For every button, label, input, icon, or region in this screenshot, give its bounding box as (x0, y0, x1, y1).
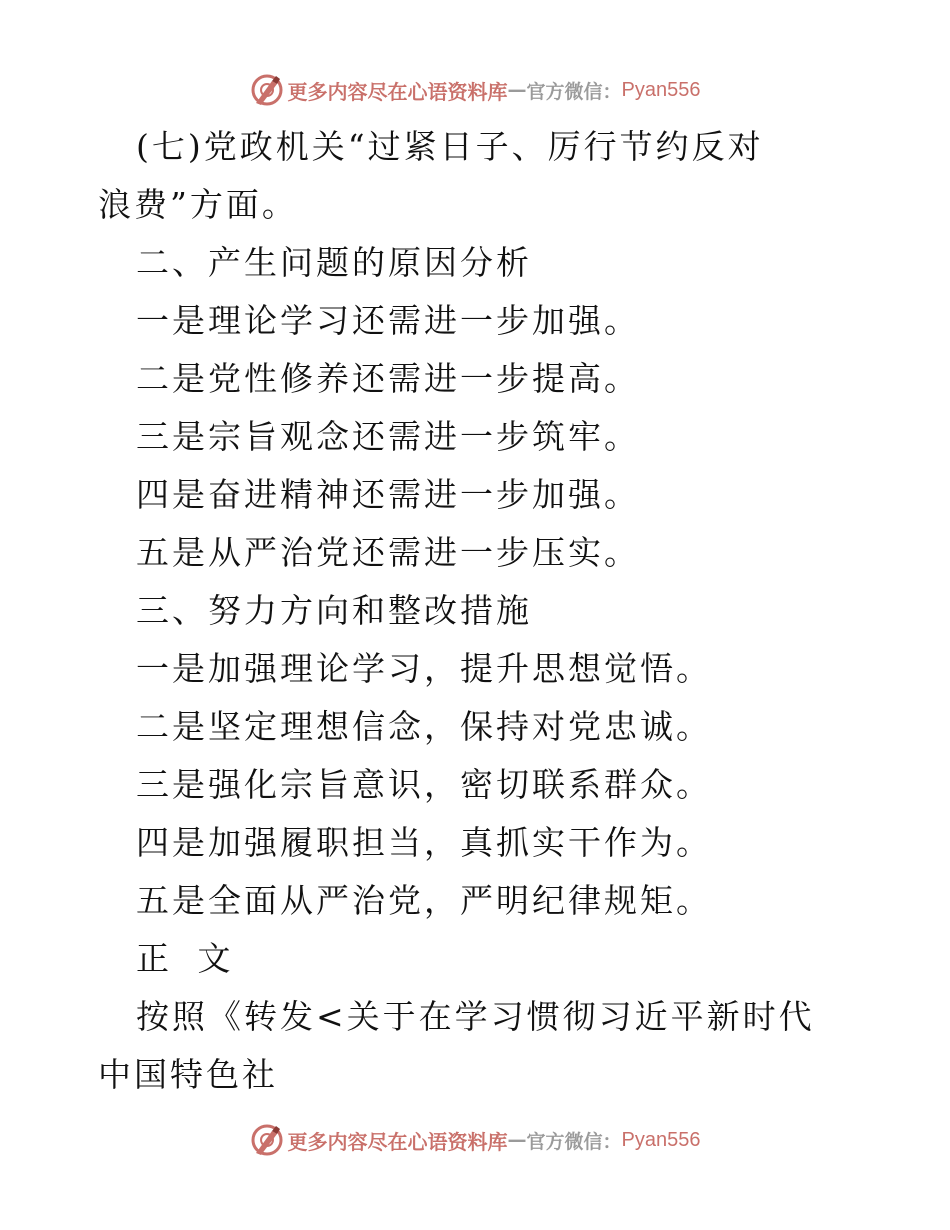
paragraph: (七)党政机关“过紧日子、厉行节约反对浪费”方面。 (98, 127, 764, 224)
list-item: 一是加强理论学习，提升思想觉悟。 (136, 649, 712, 688)
list-item: 五是从严治党还需进一步压实。 (136, 533, 640, 572)
list-item: 三是强化宗旨意识，密切联系群众。 (136, 765, 712, 804)
list-item: 一是理论学习还需进一步加强。 (136, 301, 640, 340)
pen-logo-icon (250, 1123, 284, 1157)
list-item: 四是加强履职担当，真抓实干作为。 (136, 823, 712, 862)
document-body (98, 118, 858, 1104)
banner-dash: — (507, 1129, 527, 1151)
list-item: 二是坚定理想信念，保持对党忠诚。 (136, 707, 712, 746)
list-item: 五是全面从严治党，严明纪律规矩。 (136, 881, 712, 920)
section-heading: 正 文 (136, 939, 234, 978)
header-watermark-banner (0, 70, 950, 110)
section-heading: 三、努力方向和整改措施 (136, 591, 532, 630)
footer-watermark-banner (0, 1120, 950, 1160)
list-item: 四是奋进精神还需进一步加强。 (136, 475, 640, 514)
banner-wechat-label: 官方微信： (526, 80, 622, 103)
banner-dash: — (507, 79, 527, 101)
banner-wechat-id: Pyan556 (621, 78, 701, 101)
section-heading: 二、产生问题的原因分析 (136, 243, 532, 282)
list-item: 二是党性修养还需进一步提高。 (136, 359, 640, 398)
banner-title: 更多内容尽在心语资料库 (287, 1129, 508, 1154)
paragraph: 按照《转发<关于在学习惯彻习近平新时代中国特色社 (98, 997, 815, 1094)
banner-wechat-id: Pyan556 (621, 1128, 701, 1151)
banner-title: 更多内容尽在心语资料库 (287, 79, 508, 104)
pen-logo-icon (250, 73, 284, 107)
banner-wechat-label: 官方微信： (526, 1130, 622, 1153)
list-item: 三是宗旨观念还需进一步筑牢。 (136, 417, 640, 456)
